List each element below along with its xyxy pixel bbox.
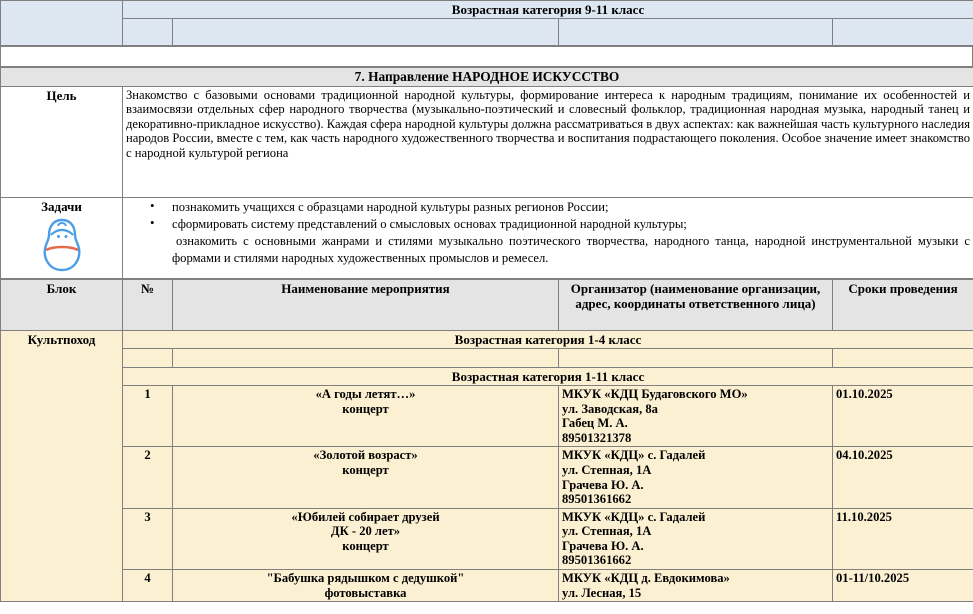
table-row	[1, 570, 973, 602]
events-table	[0, 279, 973, 602]
organizer-address: ул. Степная, 1А	[562, 524, 652, 539]
header-number: №	[123, 279, 173, 330]
row-event-name	[173, 570, 559, 602]
category-1-11-row	[1, 367, 973, 385]
organizer-contact-person: Грачева Ю. А.	[562, 477, 644, 492]
row-number: 1	[123, 385, 173, 446]
top-age-category-row	[1, 1, 973, 19]
top-age-category-label: Возрастная категория 9-11 класс	[123, 1, 973, 19]
task-item: • познакомить учащихся с образцами народной культуры разных регионов России;	[172, 199, 970, 215]
blank-event-cell	[173, 348, 559, 367]
organizer-address: ул. Лесная, 15	[562, 585, 642, 600]
category-1-4-label: Возрастная категория 1-4 класс	[123, 330, 973, 348]
goal-row	[1, 86, 973, 197]
top-empty-event-cell	[173, 19, 559, 46]
organizer-phone: 89501321378	[562, 430, 632, 445]
row-organizer	[559, 508, 833, 569]
tasks-list	[126, 199, 970, 266]
table-row	[1, 385, 973, 446]
row-event-name	[173, 385, 559, 446]
row-dates: 01.10.2025	[833, 385, 973, 446]
matryoshka-icon	[4, 216, 119, 277]
top-age-category-table	[0, 0, 973, 46]
event-type-line: концерт	[342, 462, 389, 477]
tasks-list-cell	[123, 197, 973, 278]
spacer-table	[0, 46, 973, 67]
category-1-4-row	[1, 330, 973, 348]
organizer-name: МКУК «КДЦ» с. Гадалей	[562, 509, 706, 524]
section-title-row	[1, 68, 973, 87]
header-dates: Сроки проведения	[833, 279, 973, 330]
event-name-line: «Золотой возраст»	[313, 448, 418, 463]
row-event-name	[173, 508, 559, 569]
task-item: ознакомить с основными жанрами и стилями музыкально поэтического творчества, народного танца, народной инструментальной музыки с формами и стилями народных художественных промыслов и ремесел.	[172, 234, 970, 265]
tasks-label: Задачи	[41, 198, 82, 214]
organizer-name: МКУК «КДЦ» с. Гадалей	[562, 448, 706, 463]
tasks-label-cell	[1, 197, 123, 278]
organizer-address: ул. Степная, 1А	[562, 462, 652, 477]
blank-row	[1, 348, 973, 367]
row-organizer	[559, 447, 833, 508]
header-block: Блок	[1, 279, 123, 330]
row-number: 3	[123, 508, 173, 569]
event-name-line-2: ДК - 20 лет»	[330, 524, 401, 539]
row-number: 2	[123, 447, 173, 508]
event-name-line: "Бабушка рядышком с дедушкой"	[266, 571, 465, 586]
row-dates: 04.10.2025	[833, 447, 973, 508]
header-organizer: Организатор (наименование организации, адрес, координаты ответственного лица)	[559, 279, 833, 330]
row-organizer	[559, 570, 833, 602]
section-title: 7. Направление НАРОДНОЕ ИСКУССТВО	[1, 68, 973, 87]
goal-text: Знакомство с базовыми основами традиционной народной культуры, формирование интереса к народным традициям, понимание их особенностей и взаимосвязи отдельных сфер народного творчества (музыкально-поэтический и словесный фольклор, традиционная народная музыка, народный танец и декоративно-прикладное искусство). Каждая сфера народной культуры должна рассматриваться в двух аспектах: как важнейшая часть культурного наследия народов России, вместе с тем, как часть народного художественного творчества и воспитания подрастающего поколения. Особое значение имеет знакомство с народной культурой региона	[126, 87, 970, 160]
top-empty-number-cell	[123, 19, 173, 46]
organizer-name: МКУК «КДЦ д. Евдокимова»	[562, 571, 730, 586]
row-number: 4	[123, 570, 173, 602]
task-item: • сформировать систему представлений о смысловых основах традиционной народной культуры;	[172, 216, 970, 232]
organizer-contact-person: Грачева Ю. А.	[562, 538, 644, 553]
row-event-name	[173, 447, 559, 508]
direction-section-table	[0, 67, 973, 279]
blank-dates-cell	[833, 348, 973, 367]
goal-text-cell	[123, 86, 973, 197]
row-organizer	[559, 385, 833, 446]
organizer-phone: 89501361662	[562, 553, 632, 568]
block-cell-kultpohod: Культпоход	[1, 330, 123, 601]
event-type-line: концерт	[342, 401, 389, 416]
top-block-cell	[1, 1, 123, 46]
organizer-phone: 89501361662	[562, 492, 632, 507]
tasks-row	[1, 197, 973, 278]
table-row	[1, 447, 973, 508]
events-table-header-row	[1, 279, 973, 330]
top-empty-dates-cell	[833, 19, 973, 46]
event-type-line: фотовыставка	[324, 585, 407, 600]
category-1-11-label: Возрастная категория 1-11 класс	[123, 367, 973, 385]
goal-label: Цель	[1, 86, 123, 197]
event-name-line: «Юбилей собирает друзей	[291, 509, 440, 524]
blank-number-cell	[123, 348, 173, 367]
row-dates: 11.10.2025	[833, 508, 973, 569]
table-row	[1, 508, 973, 569]
organizer-address: ул. Заводская, 8а	[562, 401, 658, 416]
organizer-name: МКУК «КДЦ Будаговского МО»	[562, 386, 748, 401]
header-event-name: Наименование мероприятия	[173, 279, 559, 330]
event-type-line: концерт	[342, 538, 389, 553]
organizer-contact-person: Габец М. А.	[562, 416, 628, 431]
top-empty-organizer-cell	[559, 19, 833, 46]
row-dates: 01-11/10.2025	[833, 570, 973, 602]
top-empty-row	[1, 19, 973, 46]
blank-organizer-cell	[559, 348, 833, 367]
spacer-row	[1, 47, 973, 67]
spacer-cell	[1, 47, 973, 67]
event-name-line: «А годы летят…»	[315, 386, 416, 401]
